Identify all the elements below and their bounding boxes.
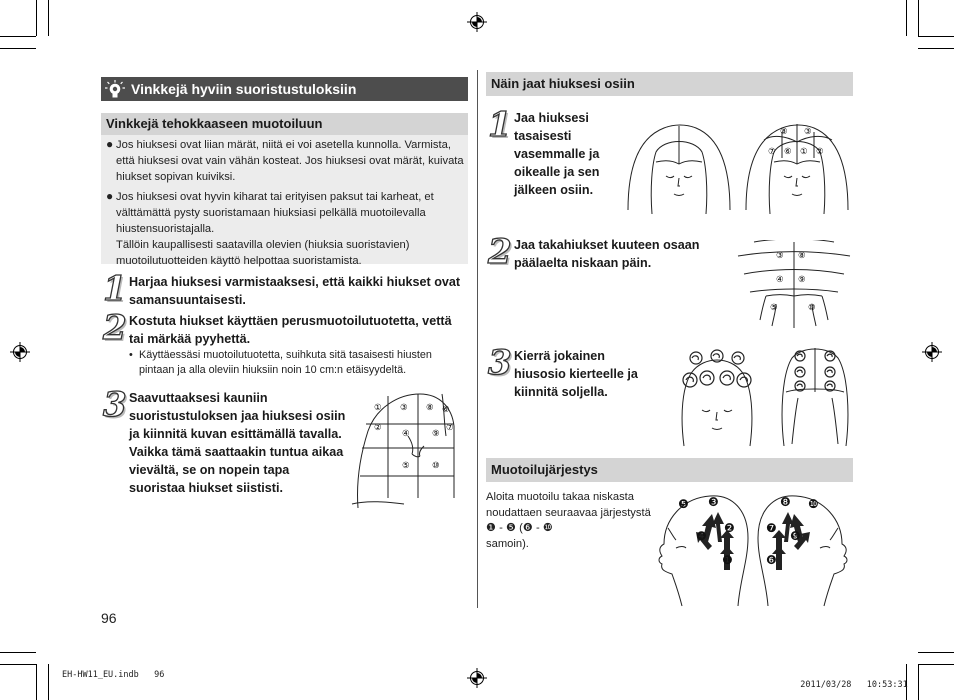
svg-text:❽: ❽ xyxy=(780,495,791,509)
registration-mark-top xyxy=(467,12,487,32)
head-sections-illustration xyxy=(348,386,460,510)
registration-mark-right xyxy=(922,342,942,362)
svg-text:④: ④ xyxy=(776,275,784,285)
step-text: Jaa hiuksesi tasaisesti vasemmalle ja oikealle ja sen jälkeen osiin. xyxy=(514,111,600,197)
styling-order-left-illustration xyxy=(652,490,750,608)
svg-text:⑧: ⑧ xyxy=(780,127,788,137)
step-text: Kostuta hiukset käyttäen perusmuotoilutuotetta, vettä tai märkää pyyhettä. xyxy=(129,314,452,346)
svg-text:❺: ❺ xyxy=(678,497,689,511)
svg-text:⑨: ⑨ xyxy=(798,275,806,285)
order-symbol: ❻ xyxy=(522,522,533,534)
step-number: 3 xyxy=(103,385,127,425)
registration-mark-bottom xyxy=(467,668,487,688)
step-number: 3 xyxy=(488,343,512,383)
tip-item: ● Jos hiuksesi ovat hyvin kiharat tai erityisen paksut tai karheat, et välttämättä pysty suoristamaan hiuksiasi pelkällä muotoilevalla hiustensuoristajalla. Tällöin kaupallisesti saatavilla olevien (hiuksia suoristavien) muotoilutuotteiden käyttö helpottaa suoristamista. xyxy=(106,189,464,270)
svg-text:❾: ❾ xyxy=(790,529,801,543)
svg-text:❻: ❻ xyxy=(766,553,777,567)
twisted-sections-back-illustration xyxy=(778,344,852,448)
svg-text:⑤: ⑤ xyxy=(402,461,410,471)
svg-text:①: ① xyxy=(374,403,382,413)
svg-text:❹: ❹ xyxy=(696,529,707,543)
svg-text:③: ③ xyxy=(804,127,812,137)
lightbulb-icon xyxy=(103,79,127,99)
step-number: 2 xyxy=(488,232,512,272)
page-number: 96 xyxy=(101,610,117,626)
order-symbol: ❺ xyxy=(505,522,517,534)
section-header-order: Muotoilujärjestys xyxy=(486,458,853,482)
column-divider xyxy=(477,70,478,608)
svg-text:⑧: ⑧ xyxy=(426,403,434,413)
step-number: 1 xyxy=(103,269,127,309)
svg-text:⑧: ⑧ xyxy=(798,251,806,261)
styling-order-right-illustration xyxy=(756,490,854,608)
subsection-header-effective: Vinkkejä tehokkaaseen muotoiluun xyxy=(101,113,468,135)
svg-text:❶: ❶ xyxy=(722,553,733,567)
svg-text:③: ③ xyxy=(776,251,784,261)
svg-text:❿: ❿ xyxy=(808,497,819,511)
svg-text:②: ② xyxy=(374,423,382,433)
tips-box xyxy=(101,135,468,268)
svg-text:②: ② xyxy=(816,147,824,157)
step-text: Jaa takahiukset kuuteen osaan päälaelta niskaan päin. xyxy=(514,238,700,270)
svg-text:⑥: ⑥ xyxy=(442,405,450,415)
section-title-tips: Vinkkejä hyviin suoristustuloksiin xyxy=(131,81,357,97)
bullet-icon: ● xyxy=(106,188,114,203)
svg-text:①: ① xyxy=(800,147,808,157)
svg-text:⑥: ⑥ xyxy=(784,147,792,157)
bullet-icon: ● xyxy=(106,137,114,151)
svg-text:⑦: ⑦ xyxy=(446,423,454,433)
svg-text:③: ③ xyxy=(400,403,408,413)
svg-text:④: ④ xyxy=(402,429,410,439)
svg-text:⑩: ⑩ xyxy=(808,303,816,313)
order-symbol: ❿ xyxy=(542,522,553,534)
tip-item: ● Jos hiuksesi ovat liian märät, niitä ei voi asetella kunnolla. Varmista, että hiuksesi ovat vain vähän kosteat. Jos hiuksesi ovat märät, kuivata hiukset sopivan kuiviksi. xyxy=(106,137,464,186)
step-text: Saavuttaaksesi kauniin suoristustuloksen jaa hiuksesi osiin ja kiinnitä kuvan esittämällä tavalla. Vaikka tämä saattaakin tuntua aikaa vievältä, se on nopein tapa suoristaa hiukset siististi. xyxy=(129,391,346,495)
order-description: Aloita muotoilu takaa niskasta noudattaen seuraavaa järjestystä ❶ - ❺ (❻ - ❿ samoin). xyxy=(486,491,651,550)
svg-text:⑨: ⑨ xyxy=(432,429,440,439)
svg-text:❼: ❼ xyxy=(766,521,777,535)
section-header-tips xyxy=(101,77,468,101)
svg-text:⑩: ⑩ xyxy=(432,461,440,471)
svg-text:⑤: ⑤ xyxy=(770,303,778,313)
footer-datetime: 2011/03/28 10:53:31 xyxy=(800,680,908,690)
front-head-illustration xyxy=(624,118,734,216)
section-header-sections: Näin jaat hiuksesi osiin xyxy=(486,72,853,96)
front-head-sections-illustration xyxy=(742,118,854,216)
svg-text:❸: ❸ xyxy=(708,495,719,509)
svg-text:❷: ❷ xyxy=(724,521,735,535)
step-number: 2 xyxy=(103,308,127,348)
footer-file: EH-HW11_EU.indb 96 xyxy=(62,670,165,680)
svg-text:⑦: ⑦ xyxy=(768,147,776,157)
step-number: 1 xyxy=(488,105,512,145)
registration-mark-left xyxy=(10,342,30,362)
step-note: • Käyttäessäsi muotoilutuotetta, suihkuta sitä tasaisesti hiusten pintaan ja alla oleviin hiuksiin noin 10 cm:n etäisyydeltä. xyxy=(129,349,432,376)
back-head-sections-illustration xyxy=(736,240,852,330)
step-text: Harjaa hiuksesi varmistaaksesi, että kaikki hiukset ovat samansuuntaisesti. xyxy=(129,275,461,307)
step-text: Kierrä jokainen hiusosio kierteelle ja kiinnitä soljella. xyxy=(514,349,638,399)
twisted-sections-front-illustration xyxy=(674,346,760,448)
order-symbol: ❶ xyxy=(486,522,497,534)
